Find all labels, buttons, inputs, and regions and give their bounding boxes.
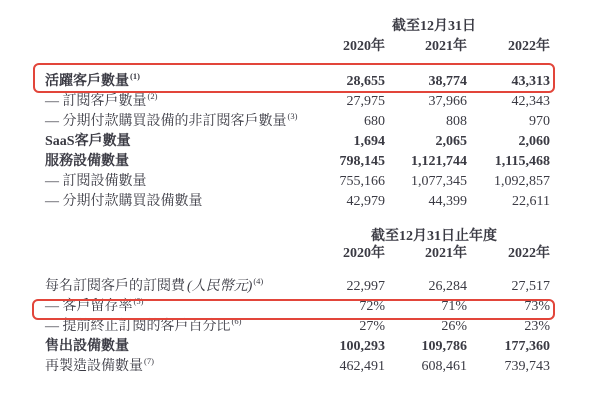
table-row-subscription-customers <box>0 92 550 112</box>
row-label-text: SaaS客戶數量 <box>45 134 131 149</box>
row-label <box>45 337 302 357</box>
value-2021: 26% <box>441 319 467 334</box>
row-label <box>45 317 302 337</box>
row-label <box>45 297 302 317</box>
row-label-italic-currency: (人民幣元) <box>187 279 253 294</box>
row-label <box>45 132 302 152</box>
row-label-text: 售出設備數量 <box>45 339 129 354</box>
value-2022: 739,743 <box>504 359 550 374</box>
value-2020: 42,979 <box>346 194 385 209</box>
table-row-remanufactured-devices <box>0 357 550 377</box>
value-2021: 26,284 <box>428 279 467 294</box>
footnote-marker: (6) <box>231 316 242 327</box>
period-header-table2: 截至12月31日止年度 <box>371 229 497 244</box>
value-2022: 2,060 <box>518 134 550 149</box>
row-label-text: — 訂閱設備數量 <box>45 174 147 189</box>
row-label-text: — 分期付款購買設備的非訂閱客戶數量 <box>45 114 287 129</box>
row-label <box>45 277 302 297</box>
row-label-text: 每名訂閱客戶的訂閱費 <box>45 279 185 294</box>
table-row-active-customers <box>0 72 550 92</box>
value-2020: 72% <box>359 299 385 314</box>
footnote-marker: (7) <box>144 356 154 367</box>
row-label <box>45 172 302 192</box>
row-label-text: 活躍客戶數量 <box>45 74 129 89</box>
row-label <box>45 92 302 112</box>
value-2020: 462,491 <box>339 359 385 374</box>
table2-rows <box>0 277 550 377</box>
value-2021: 38,774 <box>428 74 467 89</box>
row-label-text: 再製造設備數量 <box>45 359 143 374</box>
value-2021: 808 <box>446 114 467 129</box>
years-header-row-table2 <box>0 246 550 261</box>
table1-rows <box>0 72 550 212</box>
row-label-text: — 提前終止訂閱的客戶百分比 <box>45 319 231 334</box>
value-2022: 27,517 <box>511 279 550 294</box>
year-column-header-2022: 2022年 <box>508 246 550 261</box>
table-row-saas-customers <box>0 132 550 152</box>
period-header-table1: 截至12月31日 <box>392 19 476 34</box>
footnote-marker: (2) <box>147 91 158 102</box>
value-2022: 73% <box>524 299 550 314</box>
value-2020: 27,975 <box>346 94 385 109</box>
footnote-marker: (3) <box>287 111 298 122</box>
year-column-header-2021: 2021年 <box>425 39 467 54</box>
value-2020: 680 <box>364 114 385 129</box>
footnote-marker: (1) <box>130 71 140 82</box>
row-label <box>45 357 302 377</box>
table-row-subscription-fee-per-customer <box>0 277 550 297</box>
value-2022: 177,360 <box>504 339 550 354</box>
value-2021: 1,077,345 <box>411 174 467 189</box>
value-2022: 1,092,857 <box>494 174 550 189</box>
table-row-serviced-devices <box>0 152 550 172</box>
year-column-header-2020: 2020年 <box>343 246 385 261</box>
table-row-installment-non-subscription-customers <box>0 112 550 132</box>
row-label <box>45 72 302 92</box>
row-label-text: — 訂閱客戶數量 <box>45 94 147 109</box>
year-column-header-2020: 2020年 <box>343 39 385 54</box>
value-2021: 44,399 <box>428 194 467 209</box>
table-row-installment-devices <box>0 192 550 212</box>
value-2020: 22,997 <box>346 279 385 294</box>
value-2020: 27% <box>359 319 385 334</box>
table-row-devices-sold <box>0 337 550 357</box>
table-row-subscription-devices <box>0 172 550 192</box>
year-column-header-2021: 2021年 <box>425 246 467 261</box>
value-2020: 755,166 <box>339 174 385 189</box>
value-2021: 37,966 <box>428 94 467 109</box>
row-label-text: 服務設備數量 <box>45 154 129 169</box>
value-2020: 28,655 <box>346 74 385 89</box>
value-2021: 1,121,744 <box>411 154 467 169</box>
value-2021: 71% <box>441 299 467 314</box>
value-2020: 100,293 <box>339 339 385 354</box>
row-label-text: — 客戶留存率 <box>45 299 133 314</box>
table-row-early-termination-percentage <box>0 317 550 337</box>
row-label <box>45 192 302 212</box>
value-2022: 43,313 <box>511 74 550 89</box>
value-2022: 970 <box>529 114 550 129</box>
row-label <box>45 152 302 172</box>
value-2022: 22,611 <box>512 194 550 209</box>
row-label <box>45 112 302 132</box>
table-row-customer-retention-rate <box>0 297 550 317</box>
footnote-marker: (4) <box>253 276 264 287</box>
footnote-marker: (5) <box>133 296 144 307</box>
value-2020: 1,694 <box>353 134 385 149</box>
value-2020: 798,145 <box>339 154 385 169</box>
row-label-text: — 分期付款購買設備數量 <box>45 194 203 209</box>
years-header-spacer <box>45 246 302 261</box>
value-2021: 109,786 <box>421 339 467 354</box>
years-header-spacer <box>45 39 302 54</box>
value-2022: 42,343 <box>511 94 550 109</box>
value-2021: 2,065 <box>435 134 467 149</box>
value-2022: 1,115,468 <box>494 154 550 169</box>
years-header-row-table1 <box>0 39 550 54</box>
value-2022: 23% <box>524 319 550 334</box>
year-column-header-2022: 2022年 <box>508 39 550 54</box>
value-2021: 608,461 <box>421 359 467 374</box>
